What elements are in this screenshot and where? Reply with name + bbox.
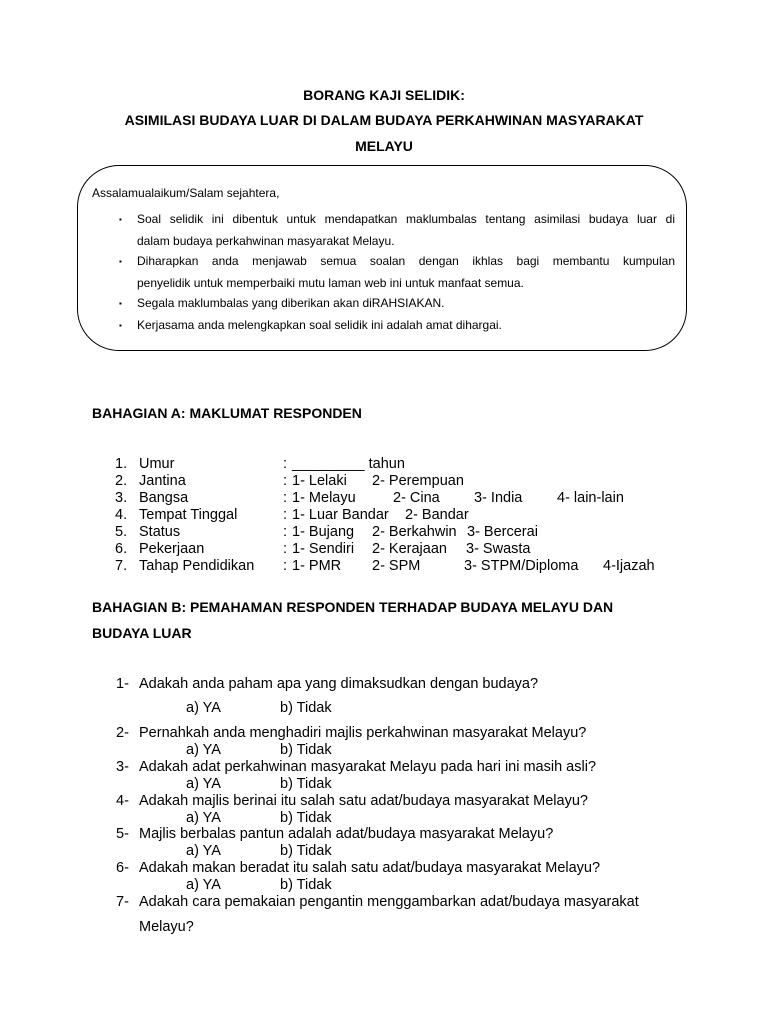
bullet-icon: ▪: [119, 215, 122, 224]
question-text: Adakah majlis berinai itu salah satu adat/budaya masyarakat Melayu?: [139, 793, 588, 809]
answer-option-tidak[interactable]: b) Tidak: [280, 810, 332, 826]
item-separator: :: [283, 558, 288, 574]
item-label: Pekerjaan: [139, 541, 205, 557]
bullet-2-line-1: Diharapkan anda menjawab semua soalan dengan ikhlas bagi membantu kumpulan: [137, 254, 675, 268]
bullet-icon: ▪: [119, 321, 122, 330]
option[interactable]: 2- Bandar: [405, 507, 469, 523]
bullet-2-line-2: penyelidik untuk memperbaiki mutu laman web ini untuk manfaat semua.: [137, 276, 524, 290]
answer-option-ya[interactable]: a) YA: [186, 742, 221, 758]
item-number: 1.: [115, 456, 128, 472]
answer-option-ya[interactable]: a) YA: [186, 700, 221, 716]
item-separator: :: [283, 473, 288, 489]
question-text: Pernahkah anda menghadiri majlis perkahwinan masyarakat Melayu?: [139, 725, 587, 741]
option[interactable]: 2- Perempuan: [372, 473, 464, 489]
option[interactable]: 3- Bercerai: [467, 524, 538, 540]
item-separator: :: [283, 507, 288, 523]
answer-option-tidak[interactable]: b) Tidak: [280, 843, 332, 859]
answer-option-ya[interactable]: a) YA: [186, 776, 221, 792]
item-separator: :: [283, 524, 288, 540]
item-label: Status: [139, 524, 181, 540]
bullet-4: Kerjasama anda melengkapkan soal selidik ini adalah amat dihargai.: [137, 318, 502, 332]
option[interactable]: 3- India: [474, 490, 523, 506]
option[interactable]: 1- Luar Bandar: [292, 507, 389, 523]
item-separator: :: [283, 456, 288, 472]
section-b-heading: BAHAGIAN B: PEMAHAMAN RESPONDEN TERHADAP BUDAYA MELAYU DAN: [92, 599, 614, 615]
item-label: Tahap Pendidikan: [139, 558, 255, 574]
item-separator: :: [283, 541, 288, 557]
option[interactable]: 3- Swasta: [466, 541, 531, 557]
question-number: 6-: [116, 860, 129, 876]
item-number: 2.: [115, 473, 128, 489]
item-number: 7.: [115, 558, 128, 574]
bullet-1-line-2: dalam budaya perkahwinan masyarakat Melayu.: [137, 234, 395, 248]
item-number: 6.: [115, 541, 128, 557]
bullet-1-line-1: Soal selidik ini dibentuk untuk mendapatkan maklumbalas tentang asimilasi budaya luar di: [137, 212, 675, 226]
option[interactable]: 2- Berkahwin: [372, 524, 457, 540]
item-label: Tempat Tinggal: [139, 507, 238, 523]
option[interactable]: 1- Lelaki: [292, 473, 347, 489]
option[interactable]: 4-Ijazah: [603, 558, 655, 574]
question-text: Majlis berbalas pantun adalah adat/budaya masyarakat Melayu?: [139, 826, 554, 842]
option[interactable]: 1- Sendiri: [292, 541, 355, 557]
question-number: 3-: [116, 759, 129, 775]
bullet-3: Segala maklumbalas yang diberikan akan diRAHSIAKAN.: [137, 296, 445, 310]
answer-option-tidak[interactable]: b) Tidak: [280, 700, 332, 716]
answer-option-ya[interactable]: a) YA: [186, 843, 221, 859]
answer-option-tidak[interactable]: b) Tidak: [280, 742, 332, 758]
question-number: 5-: [116, 826, 129, 842]
item-number: 4.: [115, 507, 128, 523]
section-b-heading-cont: BUDAYA LUAR: [92, 625, 192, 641]
section-a-heading: BAHAGIAN A: MAKLUMAT RESPONDEN: [92, 405, 362, 421]
answer-option-ya[interactable]: a) YA: [186, 877, 221, 893]
item-number: 3.: [115, 490, 128, 506]
option[interactable]: 4- lain-lain: [557, 490, 624, 506]
question-text: Adakah adat perkahwinan masyarakat Melayu pada hari ini masih asli?: [139, 759, 597, 775]
question-number: 1-: [116, 676, 129, 692]
question-number: 7-: [116, 894, 129, 910]
form-subtitle-cont: MELAYU: [355, 138, 413, 154]
option[interactable]: 1- Bujang: [292, 524, 355, 540]
item-label: Jantina: [139, 473, 186, 489]
question-text: Adakah cara pemakaian pengantin menggambarkan adat/budaya masyarakat: [139, 894, 639, 910]
question-number: 2-: [116, 725, 129, 741]
option[interactable]: 3- STPM/Diploma: [464, 558, 579, 574]
question-text-cont: Melayu?: [139, 919, 194, 935]
question-number: 4-: [116, 793, 129, 809]
bullet-icon: ▪: [119, 257, 122, 266]
option[interactable]: 2- Kerajaan: [372, 541, 447, 557]
form-subtitle: ASIMILASI BUDAYA LUAR DI DALAM BUDAYA PERKAHWINAN MASYARAKAT: [124, 112, 644, 128]
question-text: Adakah anda paham apa yang dimaksudkan dengan budaya?: [139, 676, 539, 692]
greeting: Assalamualaikum/Salam sejahtera,: [92, 186, 280, 200]
option[interactable]: 2- Cina: [393, 490, 440, 506]
item-number: 5.: [115, 524, 128, 540]
option[interactable]: 1- PMR: [292, 558, 342, 574]
form-title: BORANG KAJI SELIDIK:: [303, 87, 465, 103]
question-text: Adakah makan beradat itu salah satu adat/budaya masyarakat Melayu?: [139, 860, 601, 876]
option[interactable]: 1- Melayu: [292, 490, 356, 506]
option[interactable]: 2- SPM: [372, 558, 421, 574]
item-label: Umur: [139, 456, 175, 472]
bullet-icon: ▪: [119, 299, 122, 308]
answer-option-ya[interactable]: a) YA: [186, 810, 221, 826]
item-separator: :: [283, 490, 288, 506]
age-answer-field[interactable]: _________ tahun: [292, 456, 405, 472]
answer-option-tidak[interactable]: b) Tidak: [280, 776, 332, 792]
answer-option-tidak[interactable]: b) Tidak: [280, 877, 332, 893]
item-label: Bangsa: [139, 490, 189, 506]
